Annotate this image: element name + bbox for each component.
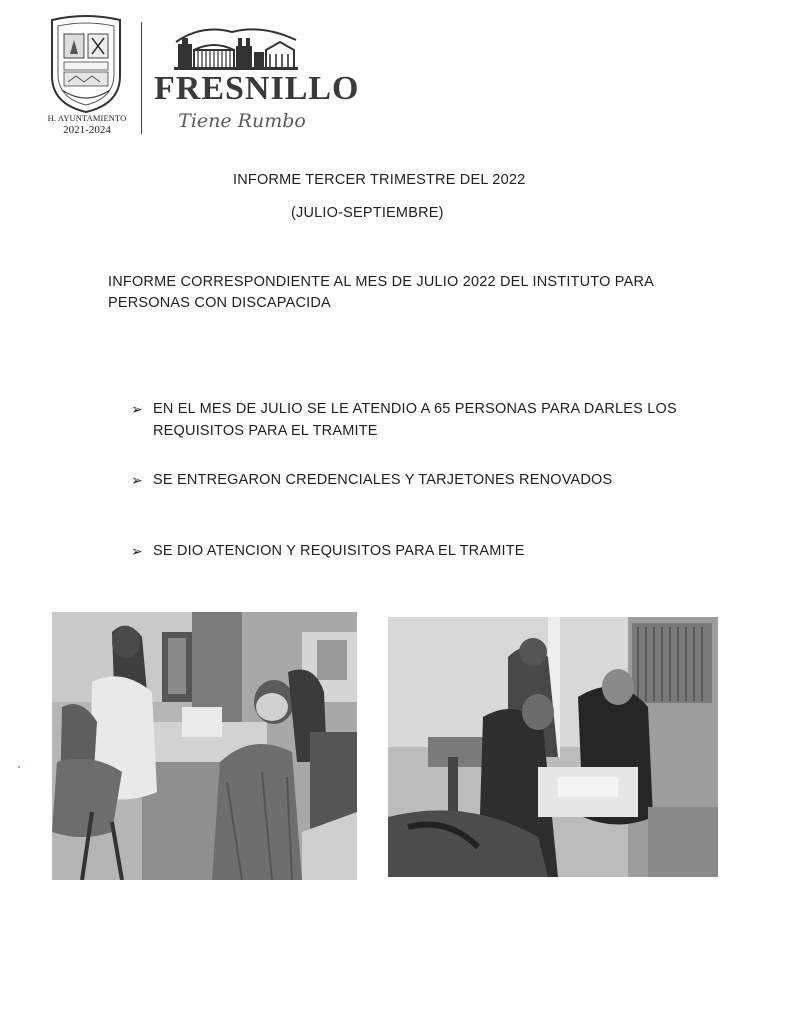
bullet-text: EN EL MES DE JULIO SE LE ATENDIO A 65 PERSONAS PARA DARLES LOS REQUISITOS PARA EL TRAMITE <box>153 401 677 439</box>
council-years: 2021-2024 <box>63 124 111 136</box>
bullet-arrow-icon: ➢ <box>131 401 143 417</box>
council-name: H. AYUNTAMIENTO <box>47 113 127 123</box>
header-divider <box>141 22 142 134</box>
municipal-seal-icon <box>46 14 126 114</box>
report-title: INFORME TERCER TRIMESTRE DEL 2022 <box>233 172 526 188</box>
photo-office-reception <box>52 612 357 880</box>
brand-wordmark: FRESNILLO <box>154 70 360 107</box>
city-council-label <box>44 113 130 136</box>
report-period: (JULIO-SEPTIEMBRE) <box>291 205 444 221</box>
list-item <box>131 469 693 491</box>
photo-attention-desk <box>388 617 718 877</box>
bullet-arrow-icon: ➢ <box>131 543 143 559</box>
bullet-text: SE DIO ATENCION Y REQUISITOS PARA EL TRAMITE <box>153 543 525 559</box>
brand-tagline: Tiene Rumbo <box>178 110 306 132</box>
bullet-text: SE ENTREGARON CREDENCIALES Y TARJETONES RENOVADOS <box>153 472 613 488</box>
list-item <box>131 398 693 442</box>
fresnillo-skyline-logo-icon <box>172 22 300 70</box>
scan-speck <box>18 766 20 768</box>
report-intro: INFORME CORRESPONDIENTE AL MES DE JULIO 2022 DEL INSTITUTO PARA PERSONAS CON DISCAPACIDA <box>108 274 654 311</box>
list-item <box>131 540 693 562</box>
bullet-arrow-icon: ➢ <box>131 472 143 488</box>
